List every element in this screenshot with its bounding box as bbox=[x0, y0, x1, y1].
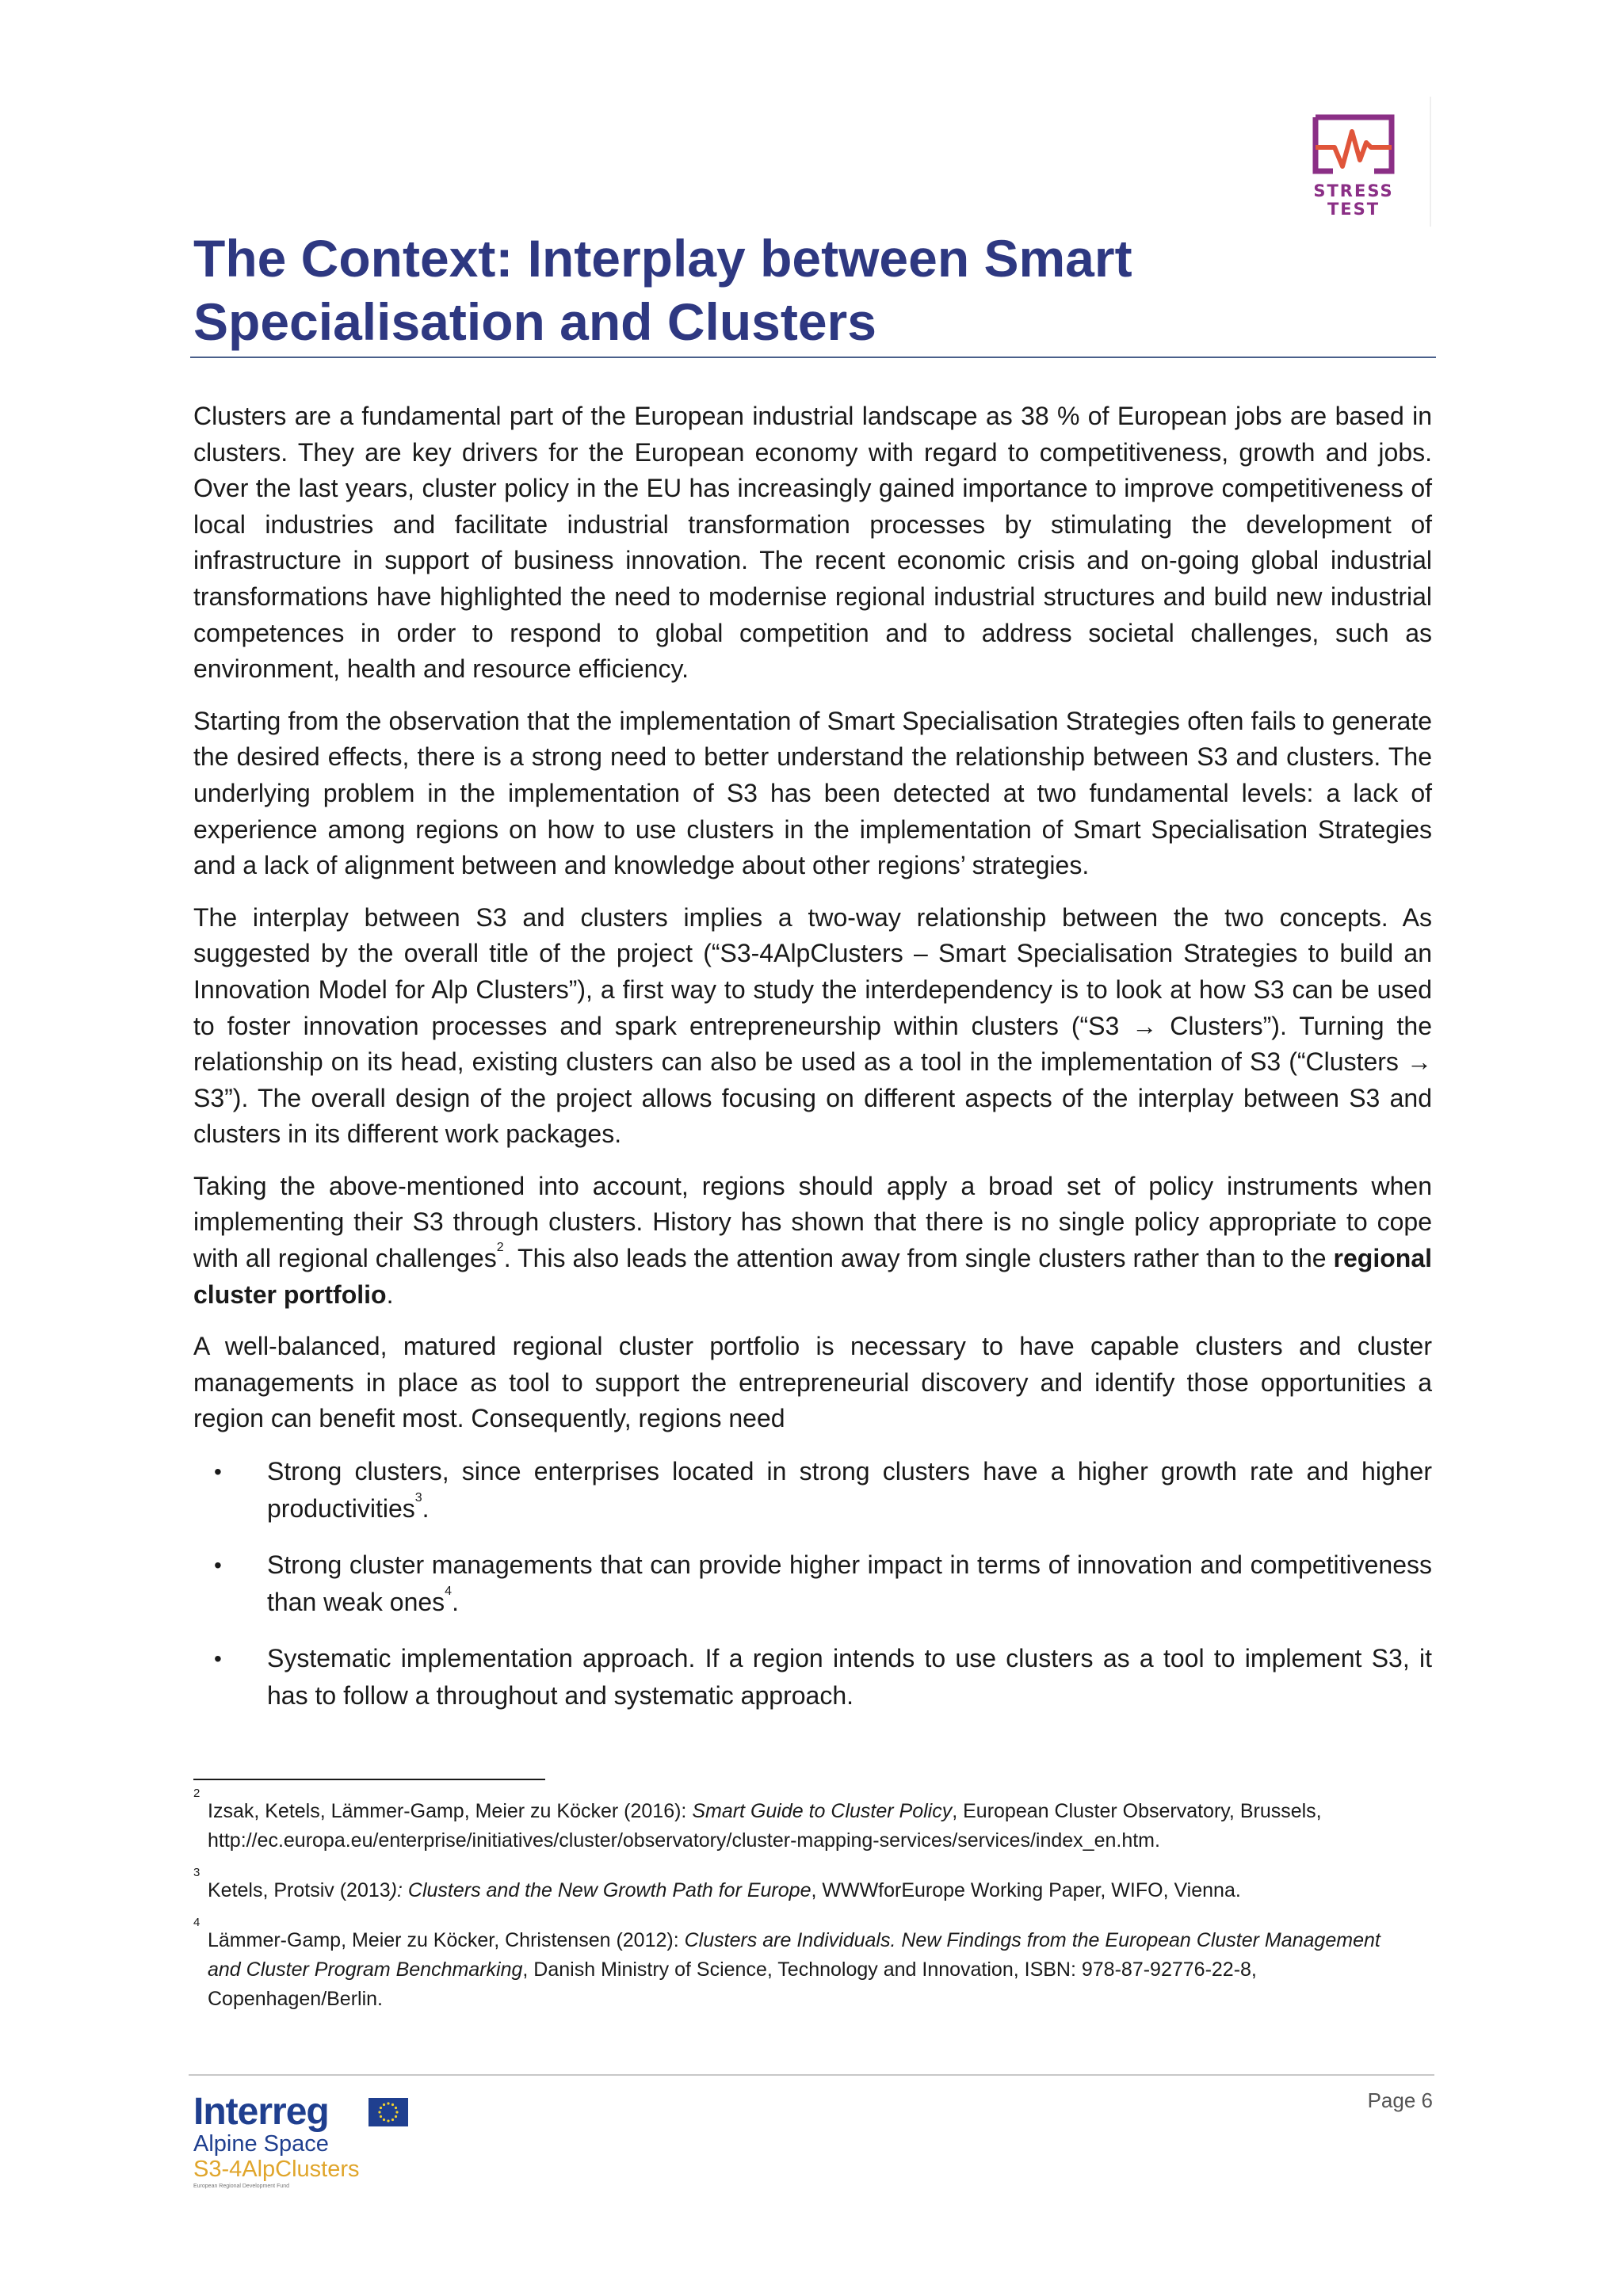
footnote-2 bbox=[193, 1787, 1398, 1855]
footnote-text: Ketels, Protsiv (2013 bbox=[208, 1879, 391, 1901]
list-item-text: Strong clusters, since enterprises located in strong clusters have a higher growth rate and higher productivities bbox=[267, 1457, 1432, 1524]
footnote-title: Clusters are Individuals. New Findings from the European Cluster Management and Cluster Program Benchmarking bbox=[208, 1929, 1381, 1981]
bullet-icon: • bbox=[214, 1459, 222, 1485]
footnote-number: 4 bbox=[193, 1916, 200, 1929]
footnote-text-cont: , Danish Ministry of Science, Technology and Innovation, ISBN: 978-87-92776-22-8, Copenhagen/Berlin. bbox=[208, 1958, 1257, 2010]
footnote-text-cont: , European Cluster Observatory, Brussels, http://ec.europa.eu/enterprise/initiatives/cluster/observatory/cluster-mapping-services/services/index_en.htm. bbox=[208, 1800, 1322, 1852]
page-title-line2: Specialisation and Clusters bbox=[193, 292, 876, 351]
logo-text-test: TEST bbox=[1327, 200, 1381, 219]
list-item-end: . bbox=[452, 1588, 459, 1617]
logo-text-stress: STRESS bbox=[1313, 181, 1394, 200]
footnote-text: Izsak, Ketels, Lämmer-Gamp, Meier zu Köcker (2016): bbox=[208, 1800, 693, 1822]
paragraph-4-text-cont: . This also leads the attention away from single clusters rather than to the bbox=[503, 1244, 1334, 1273]
fund-label: European Regional Development Fund bbox=[193, 2183, 290, 2189]
footnote-4 bbox=[193, 1916, 1398, 2014]
footnote-text: Lämmer-Gamp, Meier zu Köcker, Christensen (2012): bbox=[208, 1929, 685, 1951]
page-title bbox=[193, 227, 1430, 353]
body-text bbox=[193, 399, 1432, 1733]
paragraph-4-text: Taking the above-mentioned into account, regions should apply a broad set of policy instruments when implementing their S3 through clusters. History has shown that there is no single policy appropriate to cope with all regional challenges bbox=[193, 1171, 1432, 1273]
title-divider bbox=[190, 357, 1436, 358]
list-item bbox=[193, 1547, 1432, 1621]
footnote-title: ): Clusters and the New Growth Path for Europe bbox=[390, 1879, 812, 1901]
stress-test-logo-icon bbox=[1311, 111, 1396, 177]
bullet-icon: • bbox=[214, 1553, 222, 1578]
interreg-wordmark: Interreg bbox=[193, 2091, 329, 2133]
footnote-title: Smart Guide to Cluster Policy bbox=[692, 1800, 953, 1822]
paragraph-3: The interplay between S3 and clusters implies a two-way relationship between the two concepts. As suggested by the overall title of the project (“S3-4AlpClusters – Smart Specialisation Strategies to build an Innovation Model for Alp Clusters”), a first way to study the interdependency is to look at how S3 can be used to foster innovation processes and spark entrepreneurship within clusters (“S3 → Clusters”). Turning the relationship on its head, existing clusters can also be used as a tool in the implementation of S3 (“Clusters → S3”). The overall design of the project allows focusing on different aspects of the interplay between S3 and clusters in its different work packages. bbox=[193, 902, 1432, 1149]
list-item-text: Systematic implementation approach. If a region intends to use clusters as a tool to implement S3, it has to follow a throughout and systematic approach. bbox=[267, 1644, 1432, 1711]
paragraph-4 bbox=[193, 1169, 1432, 1313]
list-item-text: Strong cluster managements that can provide higher impact in terms of innovation and competitiveness than weak ones bbox=[267, 1550, 1432, 1617]
paragraph-5: A well-balanced, matured regional cluster portfolio is necessary to have capable clusters and cluster managements in place as tool to support the entrepreneurial discovery and identify those opportunities a region can benefit most. Consequently, regions need bbox=[193, 1332, 1432, 1433]
paragraph-1: Clusters are a fundamental part of the European industrial landscape as 38 % of European jobs are based in clusters. They are key drivers for the European economy with regard to competitiveness, growth and jobs. Over the last years, cluster policy in the EU has increasingly gained importance to improve competitiveness of local industries and facilitate industrial transformation processes by stimulating the development of infrastructure in support of business innovation. The recent economic crisis and on-going global industrial transformations have highlighted the need to modernise regional industrial structures and build new industrial competences in order to respond to global competition and to address societal challenges, such as environment, health and resource efficiency. bbox=[193, 402, 1432, 684]
paragraph-4-bold: regional cluster portfolio bbox=[193, 1244, 1433, 1309]
footer-divider bbox=[189, 2074, 1434, 2076]
footnotes bbox=[193, 1787, 1398, 2035]
project-name-label: S3-4AlpClusters bbox=[193, 2157, 360, 2182]
interreg-logo bbox=[193, 2092, 431, 2187]
footnote-ref-2: 2 bbox=[496, 1241, 504, 1255]
bullet-list bbox=[193, 1453, 1432, 1714]
page-number: Page 6 bbox=[1367, 2088, 1433, 2112]
alpine-space-label: Alpine Space bbox=[193, 2131, 329, 2157]
stress-test-logo bbox=[1277, 97, 1431, 227]
list-item bbox=[193, 1453, 1432, 1527]
footnote-ref-4: 4 bbox=[445, 1585, 453, 1599]
list-item-end: . bbox=[422, 1494, 430, 1524]
footnote-number: 2 bbox=[193, 1787, 200, 1800]
footnote-text-cont: , WWWforEurope Working Paper, WIFO, Vienna. bbox=[811, 1879, 1241, 1901]
footnote-number: 3 bbox=[193, 1866, 200, 1879]
paragraph-4-end: . bbox=[386, 1280, 394, 1309]
eu-flag-icon bbox=[369, 2098, 408, 2126]
page-title-line1: The Context: Interplay between Smart bbox=[193, 229, 1132, 288]
list-item bbox=[193, 1640, 1432, 1714]
footnote-divider bbox=[193, 1779, 545, 1780]
paragraph-2: Starting from the observation that the implementation of Smart Specialisation Strategies often fails to generate the desired effects, there is a strong need to better understand the relationship between S3 and clusters. The underlying problem in the implementation of S3 has been detected at two fundamental levels: a lack of experience among regions on how to use clusters in the implementation of Smart Specialisation Strategies and a lack of alignment between and knowledge about other regions’ strategies. bbox=[193, 706, 1432, 880]
footnote-ref-3: 3 bbox=[414, 1491, 422, 1505]
bullet-icon: • bbox=[214, 1646, 222, 1672]
footnote-3 bbox=[193, 1866, 1398, 1905]
